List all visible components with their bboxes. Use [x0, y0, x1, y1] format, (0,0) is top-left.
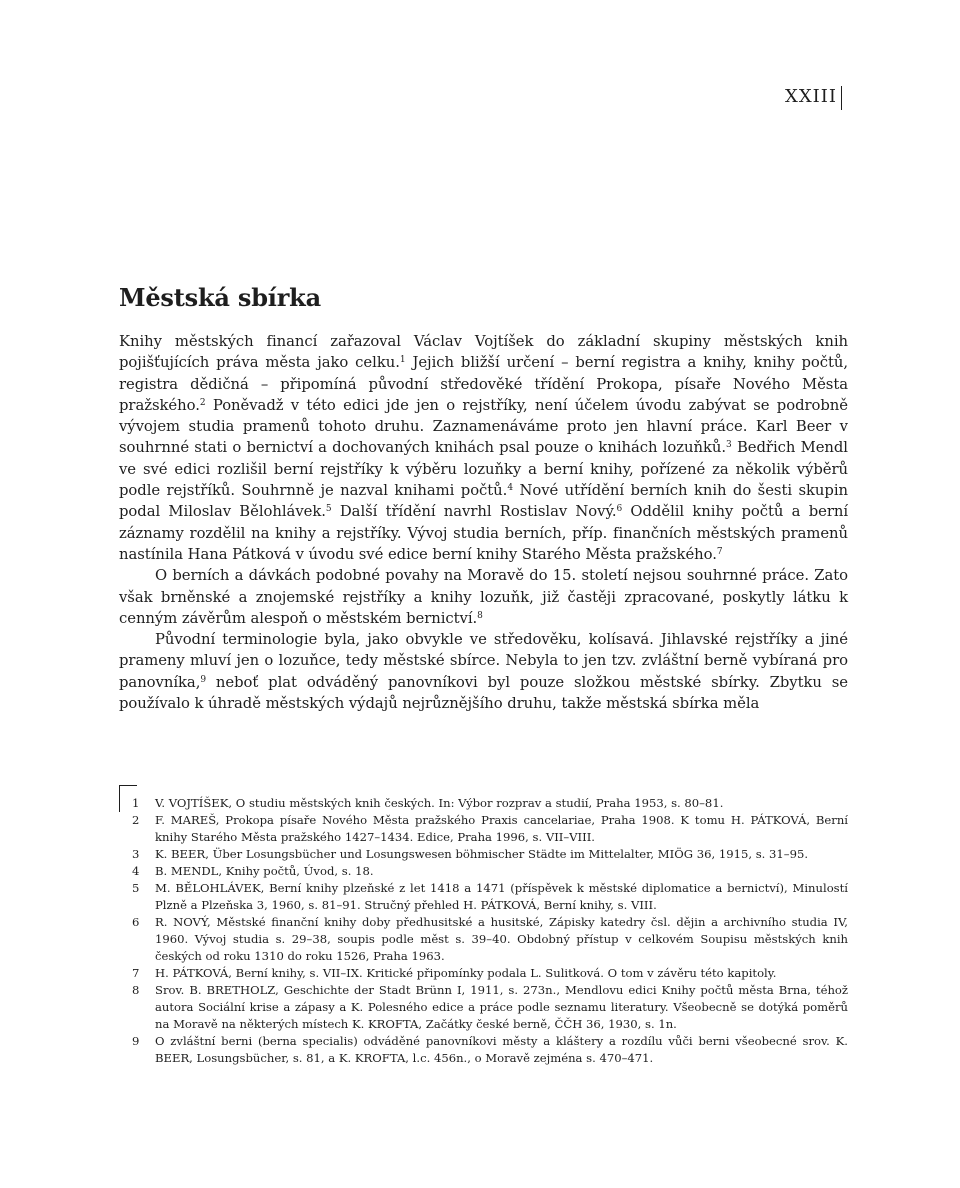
footnote-reference[interactable]: 5 [325, 504, 332, 515]
footnote-number: 1 [132, 796, 140, 810]
footnote-text: M. BĚLOHLÁVEK, Berní knihy plzeňské z let 1418 a 1471 (příspěvek k městské diplomatice a bernictví), Minulostí Plzně a Plzeňska 3, 1960, s. 81–91. Stručný přehled H. PÁTKOVÁ, Berní knihy, s. VIII. [155, 881, 848, 912]
body-text [119, 331, 848, 714]
footnote [119, 1033, 848, 1067]
footnote-number: 6 [132, 915, 140, 929]
paragraph-text: Poněvadž v této edici jde jen o rejstříky, není účelem úvodu zabývat se podrobně vývojem studia pramenů tohoto druhu. Zaznamenáváme proto jen hlavní práce. Karl Beer v souhrnné stati o bernictví a dochovaných knihách psal pouze o knihách lozuňků. [119, 396, 848, 457]
paragraph-text: Původní terminologie byla, jako obvykle ve středověku, kolísavá. Jihlavské rejstříky a jiné prameny mluví jen o lozuňce, tedy městské sbírce. Nebyla to jen tzv. zvláštní berně vybíraná pro panovníka, [119, 631, 848, 691]
footnote [119, 965, 848, 982]
paragraph-text: Další třídění navrhl Rostislav Nový. [331, 503, 617, 521]
footnote-text: V. VOJTÍŠEK, O studiu městských knih českých. In: Výbor rozprav a studií, Praha 1953, s. 80–81. [155, 796, 724, 810]
footnote-number: 8 [132, 983, 140, 997]
footnote-number: 4 [132, 864, 140, 878]
paragraph-text: Jejich bližší určení – berní registra a knihy, knihy počtů, registra dědičná – připomíná původní středověké třídění Prokopa, písaře Nového Města pražského. [119, 354, 848, 414]
footnote-text: F. MAREŠ, Prokopa písaře Nového Města pražského Praxis cancelariae, Praha 1908. K tomu H. PÁTKOVÁ, Berní knihy Starého Města pražského 1427–1434. Edice, Praha 1996, s. VII–VIII. [155, 813, 848, 844]
footnote [119, 982, 848, 1033]
footnote [119, 914, 848, 965]
footnote-reference[interactable]: 9 [200, 674, 207, 685]
footnotes [119, 795, 848, 1067]
footnote [119, 880, 848, 914]
footnote-number: 3 [132, 847, 140, 861]
paragraph-text: Bedřich Mendl ve své edici rozlišil berní rejstříky k výběru lozuňky a berní knihy, pořízené za několik výběrů podle rejstříků. Souhrnně je nazval knihami počtů. [119, 439, 848, 500]
body-paragraph [119, 629, 848, 714]
footnote [119, 863, 848, 880]
footnote [119, 846, 848, 863]
footnote-reference[interactable]: 3 [726, 440, 732, 451]
footnote-text: R. NOVÝ, Městské finanční knihy doby předhusitské a husitské, Zápisky katedry čsl. dějin a archivního studia IV, 1960. Vývoj studia s. 29–38, soupis podle měst s. 39–40. Obdobný přístup v celkovém Soupisu městských knih českých od roku 1310 do roku 1526, Praha 1963. [155, 915, 848, 963]
footnote-reference[interactable]: 2 [199, 397, 206, 408]
paragraph-text: Knihy městských financí zařazoval Václav Vojtíšek do základní skupiny městských knih pojišťujících práva města jako celku. [119, 333, 848, 372]
footnote [119, 812, 848, 846]
footnote-text: H. PÁTKOVÁ, Berní knihy, s. VII–IX. Kritické připomínky podala L. Sulitková. O tom v závěru této kapitoly. [155, 966, 777, 980]
body-paragraph [119, 331, 848, 565]
footnote-reference[interactable]: 6 [616, 504, 623, 515]
footnote [119, 795, 848, 812]
section-heading: Městská sbírka [119, 283, 321, 312]
footnote-number: 7 [132, 966, 140, 980]
footnote-number: 2 [132, 813, 140, 827]
paragraph-text: neboť plat odváděný panovníkovi byl pouze složkou městské sbírky. Zbytku se používalo k úhradě městských výdajů nejrůznějšího druhu, takže městská sbírka měla [119, 673, 848, 713]
footnote-reference[interactable]: 4 [507, 483, 514, 494]
paragraph-text: O berních a dávkách podobné povahy na Moravě do 15. století nejsou souhrnné práce. Zato však brněnské a znojemské rejstříky a knihy lozuňk, již častěji zpracované, poskytly látku k cenným závěrům alespoň o městském bernictví. [119, 567, 848, 627]
footnote-reference[interactable]: 8 [477, 610, 483, 621]
footnote-number: 9 [132, 1034, 140, 1048]
footnote-reference[interactable]: 7 [716, 546, 723, 557]
paragraph-text: Nové utřídění berních knih do šesti skupin podal Miloslav Bělohlávek. [119, 482, 848, 521]
footnote-text: K. BEER, Über Losungsbücher und Losungswesen böhmischer Städte im Mittelalter, MIÖG 36, 1915, s. 31–95. [155, 847, 809, 861]
page-number: XXIII [785, 86, 842, 110]
footnote-number: 5 [132, 881, 140, 895]
footnote-text: O zvláštní berni (berna specialis) odváděné panovníkovi městy a kláštery a rozdílu vůči berni všeobecné srov. K. BEER, Losungsbücher, s. 81, a K. KROFTA, l.c. 456n., o Moravě zejména s. 470–471. [155, 1034, 848, 1065]
paragraph-text: Oddělil knihy počtů a berní záznamy rozdělil na knihy a rejstříky. Vývoj studia berních, příp. finančních městských pramenů nastínila Hana Pátková v úvodu své edice berní knihy Starého Města pražského. [119, 503, 849, 563]
footnote-text: B. MENDL, Knihy počtů, Úvod, s. 18. [155, 864, 374, 878]
footnote-reference[interactable]: 1 [399, 355, 406, 366]
footnote-text: Srov. B. BRETHOLZ, Geschichte der Stadt Brünn I, 1911, s. 273n., Mendlovu edici Knihy počtů města Brna, téhož autora Sociální krise a zápasy a K. Polesného edice a práce podle seznamu literatury. Všeobecně se dotýká poměrů na Moravě na některých místech K. KROFTA, Začátky české berně, ČČH 36, 1930, s. 1n. [155, 983, 848, 1031]
body-paragraph [119, 565, 848, 629]
